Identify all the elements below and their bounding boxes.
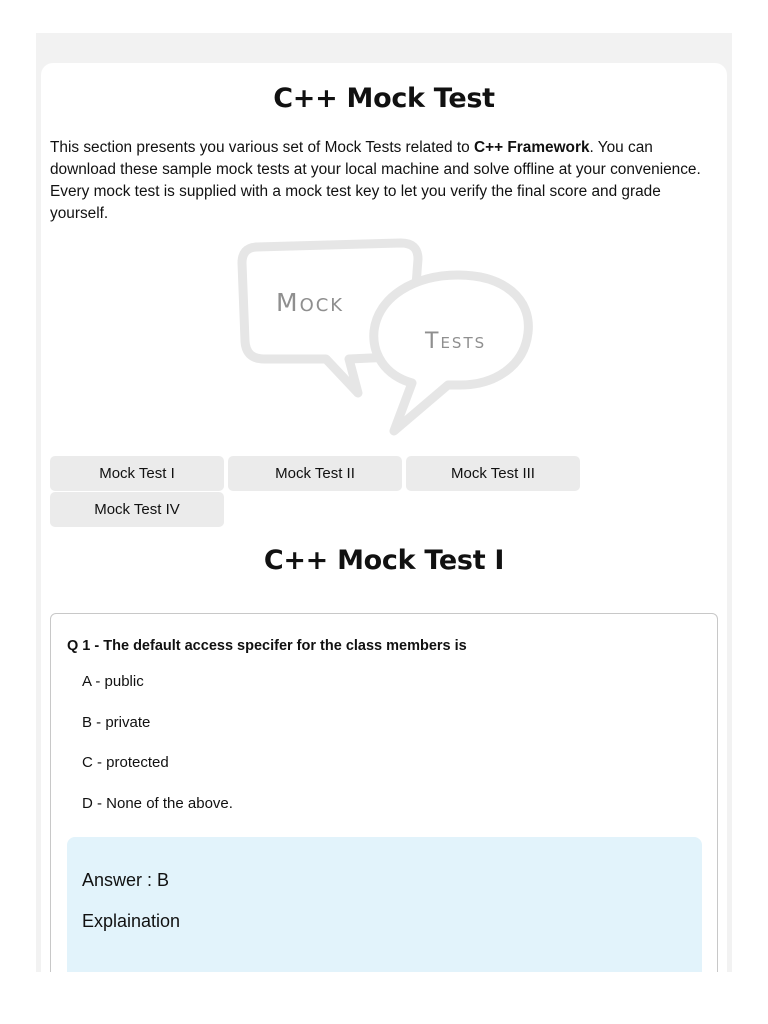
answer-panel xyxy=(67,837,702,972)
answer-text: Answer : B xyxy=(82,870,170,890)
option-a[interactable]: A - public xyxy=(82,673,144,690)
mock-tests-banner-image xyxy=(236,235,536,445)
intro-text-start: This section presents you various set of Mock Tests related to xyxy=(50,139,475,156)
question-card xyxy=(50,613,718,972)
page-frame xyxy=(36,33,732,972)
intro-text-end: . You can download these sample mock tests at your local machine and solve offline at your convenience. Every mock test is supplied with a mock test key to let you verify the final score and grade yourself. xyxy=(50,139,701,222)
tab-mock-test-4[interactable]: Mock Test IV xyxy=(50,492,224,527)
intro-paragraph xyxy=(50,137,716,225)
tab-mock-test-3[interactable]: Mock Test III xyxy=(406,456,580,491)
option-b[interactable]: B - private xyxy=(82,714,151,731)
section-title: C++ Mock Test I xyxy=(263,545,505,576)
question-text: Q 1 - The default access specifer for the class members is xyxy=(67,638,467,654)
banner-word-mock: Mock xyxy=(276,288,345,317)
option-c[interactable]: C - protected xyxy=(82,754,169,771)
tab-mock-test-1[interactable]: Mock Test I xyxy=(50,456,224,491)
intro-text-bold: C++ Framework xyxy=(474,139,590,156)
page-title: C++ Mock Test xyxy=(273,83,495,114)
option-d[interactable]: D - None of the above. xyxy=(82,795,233,812)
banner-word-tests: Tests xyxy=(425,329,487,354)
tab-mock-test-2[interactable]: Mock Test II xyxy=(228,456,402,491)
explanation-heading: Explaination xyxy=(82,911,181,931)
